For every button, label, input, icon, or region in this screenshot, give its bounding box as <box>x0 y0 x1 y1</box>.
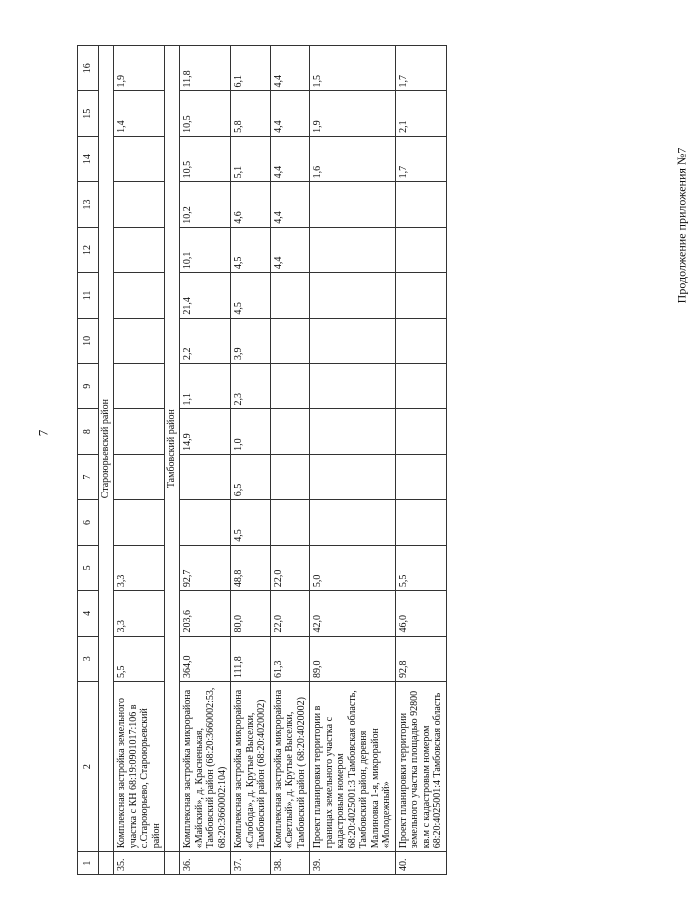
value-cell: 1,0 <box>231 409 271 454</box>
value-cell <box>310 500 396 545</box>
value-cell <box>270 409 310 454</box>
data-table <box>77 45 447 875</box>
value-cell: 10,5 <box>180 136 231 181</box>
value-cell <box>114 500 165 545</box>
value-cell: 4,4 <box>270 46 310 91</box>
value-cell: 2,1 <box>395 91 446 136</box>
value-cell <box>310 318 396 363</box>
value-cell: 4,5 <box>231 227 271 272</box>
data-table-rotated <box>77 45 572 875</box>
value-cell: 61,3 <box>270 636 310 681</box>
object-name: Проект планировки территории земельного участка площадью 92800 кв.м с кадастровым номером 68:20:4025001:4 Тамбовская область <box>395 681 446 851</box>
value-cell: 4,6 <box>231 182 271 227</box>
value-cell: 203,6 <box>180 591 231 636</box>
value-cell: 3,3 <box>114 591 165 636</box>
column-header: 8 <box>78 409 99 454</box>
value-cell: 10,2 <box>180 182 231 227</box>
value-cell <box>395 318 446 363</box>
column-header: 13 <box>78 182 99 227</box>
value-cell: 111,8 <box>231 636 271 681</box>
row-number: 39. <box>310 852 396 875</box>
column-header: 5 <box>78 545 99 590</box>
column-header: 9 <box>78 364 99 409</box>
value-cell <box>395 227 446 272</box>
table-row <box>395 46 446 875</box>
row-number: 35. <box>114 852 165 875</box>
section-title: Тамбовский район <box>165 46 180 852</box>
appendix-heading: Продолжение приложения №7 <box>674 147 689 304</box>
value-cell <box>310 227 396 272</box>
value-cell: 92,8 <box>395 636 446 681</box>
value-cell <box>114 227 165 272</box>
value-cell: 3,9 <box>231 318 271 363</box>
value-cell <box>395 500 446 545</box>
value-cell: 5,1 <box>231 136 271 181</box>
value-cell: 6,1 <box>231 46 271 91</box>
value-cell <box>270 364 310 409</box>
value-cell: 10,5 <box>180 91 231 136</box>
value-cell: 1,6 <box>310 136 396 181</box>
table-row <box>114 46 165 875</box>
column-header: 4 <box>78 591 99 636</box>
value-cell <box>114 136 165 181</box>
value-cell <box>395 409 446 454</box>
object-name: Комплексная застройка микрорайона «Слобода», д. Крутые Выселки, Тамбовский район (68:20:4020002) <box>231 681 271 851</box>
value-cell: 22,0 <box>270 545 310 590</box>
value-cell: 5,8 <box>231 91 271 136</box>
table-body <box>99 46 447 875</box>
value-cell: 1,4 <box>114 91 165 136</box>
value-cell <box>270 273 310 318</box>
value-cell <box>310 409 396 454</box>
column-header: 6 <box>78 500 99 545</box>
value-cell: 4,5 <box>231 500 271 545</box>
value-cell: 4,4 <box>270 182 310 227</box>
value-cell: 1,9 <box>310 91 396 136</box>
column-header: 7 <box>78 454 99 499</box>
value-cell <box>310 182 396 227</box>
object-name: Комплексная застройка микрорайона «Светлый», д. Крутые Выселки, Тамбовский район ( 68:20:4020002) <box>270 681 310 851</box>
value-cell: 48,8 <box>231 545 271 590</box>
value-cell: 2,3 <box>231 364 271 409</box>
row-number: 38. <box>270 852 310 875</box>
value-cell: 80,0 <box>231 591 271 636</box>
section-spacer <box>99 852 114 875</box>
section-title: Староюрьевский район <box>99 46 114 852</box>
column-header: 2 <box>78 681 99 851</box>
row-number: 36. <box>180 852 231 875</box>
table-row <box>231 46 271 875</box>
section-row <box>165 46 180 875</box>
value-cell: 14,9 <box>180 409 231 454</box>
section-spacer <box>165 852 180 875</box>
value-cell: 1,7 <box>395 46 446 91</box>
value-cell <box>395 454 446 499</box>
value-cell: 42,0 <box>310 591 396 636</box>
value-cell: 1,5 <box>310 46 396 91</box>
value-cell: 4,4 <box>270 91 310 136</box>
table-row <box>310 46 396 875</box>
value-cell: 92,7 <box>180 545 231 590</box>
column-header: 3 <box>78 636 99 681</box>
value-cell: 5,5 <box>114 636 165 681</box>
value-cell <box>395 364 446 409</box>
column-header: 1 <box>78 852 99 875</box>
row-number: 40. <box>395 852 446 875</box>
value-cell: 4,4 <box>270 136 310 181</box>
value-cell <box>395 273 446 318</box>
row-number: 37. <box>231 852 271 875</box>
value-cell: 21,4 <box>180 273 231 318</box>
column-header: 16 <box>78 46 99 91</box>
column-header: 11 <box>78 273 99 318</box>
value-cell: 2,2 <box>180 318 231 363</box>
value-cell: 1,9 <box>114 46 165 91</box>
value-cell: 3,3 <box>114 545 165 590</box>
value-cell: 10,1 <box>180 227 231 272</box>
value-cell <box>310 364 396 409</box>
value-cell: 11,8 <box>180 46 231 91</box>
value-cell: 89,0 <box>310 636 396 681</box>
value-cell <box>114 364 165 409</box>
value-cell: 46,0 <box>395 591 446 636</box>
object-name: Комплексная застройка земельного участка с КН 68:19:0901017:106 в с.Староюрьево, Староюрьевский район <box>114 681 165 851</box>
value-cell <box>310 454 396 499</box>
value-cell: 1,7 <box>395 136 446 181</box>
value-cell <box>180 454 231 499</box>
object-name: Комплексная застройка микрорайона «Майский», д. Красненькая, Тамбовский район (68:20:3660002:53, 68:20:3660002:104) <box>180 681 231 851</box>
value-cell <box>114 318 165 363</box>
value-cell <box>114 273 165 318</box>
value-cell <box>114 182 165 227</box>
value-cell <box>270 500 310 545</box>
value-cell: 364,0 <box>180 636 231 681</box>
value-cell <box>310 273 396 318</box>
value-cell <box>114 454 165 499</box>
value-cell <box>270 454 310 499</box>
object-name: Проект планировки территории в границах земельного участка с кадастровым номером 68:20:4025001:3 Тамбовская область, Тамбовский район, деревня Малиновка 1-я, микрорайон «Молодежный» <box>310 681 396 851</box>
value-cell <box>114 409 165 454</box>
value-cell: 5,0 <box>310 545 396 590</box>
value-cell <box>180 500 231 545</box>
value-cell: 4,5 <box>231 273 271 318</box>
table-row <box>180 46 231 875</box>
value-cell: 4,4 <box>270 227 310 272</box>
column-header: 15 <box>78 91 99 136</box>
value-cell: 1,1 <box>180 364 231 409</box>
section-row <box>99 46 114 875</box>
value-cell <box>395 182 446 227</box>
value-cell: 5,5 <box>395 545 446 590</box>
column-header: 10 <box>78 318 99 363</box>
page-number: 7 <box>35 429 51 437</box>
column-header: 14 <box>78 136 99 181</box>
value-cell <box>270 318 310 363</box>
table-row <box>270 46 310 875</box>
column-header: 12 <box>78 227 99 272</box>
value-cell: 6,5 <box>231 454 271 499</box>
value-cell: 22,0 <box>270 591 310 636</box>
column-header-row <box>78 46 99 875</box>
